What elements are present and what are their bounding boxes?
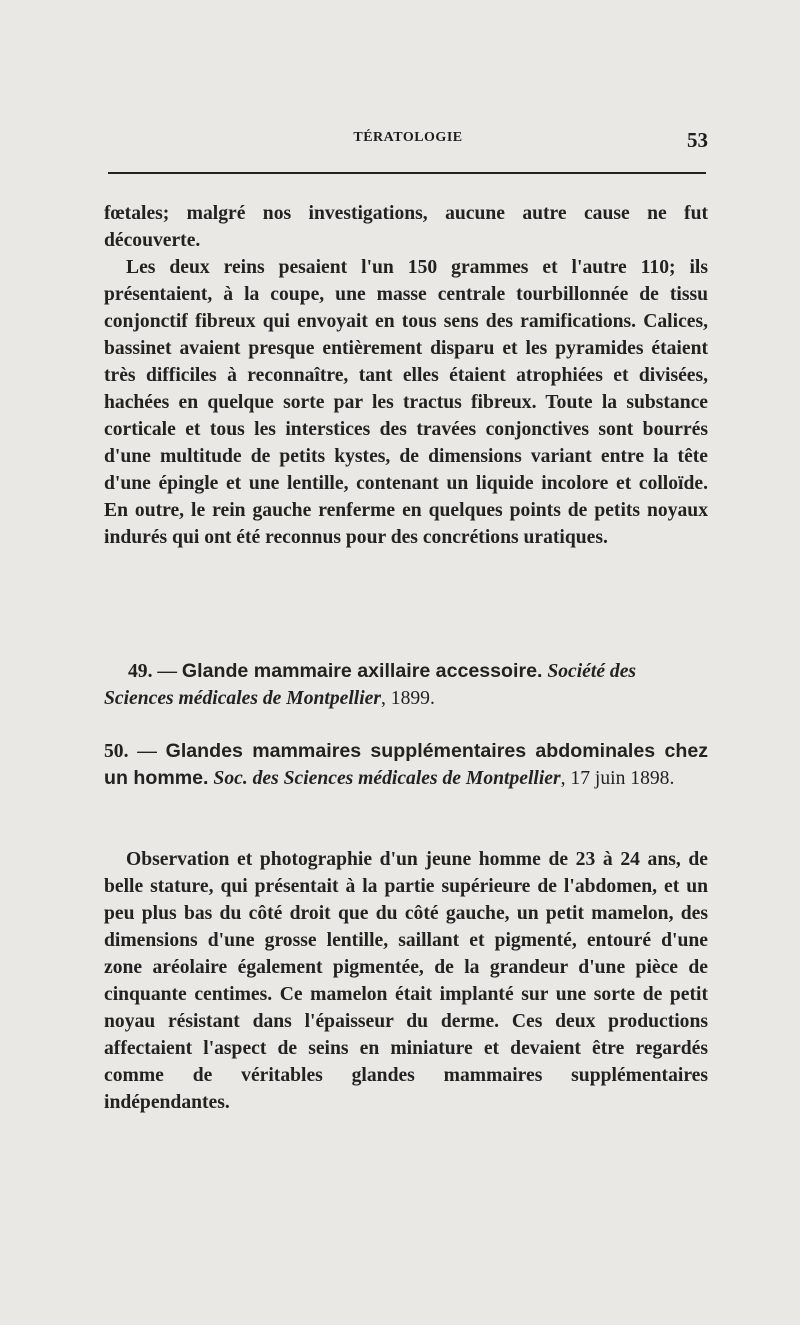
- entry-dash: —: [137, 741, 157, 762]
- entry-number: 50.: [104, 741, 129, 762]
- bibliography-entry-50: [104, 738, 708, 792]
- entry-dash: —: [157, 661, 177, 682]
- page-number: 53: [687, 128, 708, 152]
- entry-source: Soc. des Sciences médicales de Montpellier: [213, 768, 561, 789]
- entry-year: , 1899.: [380, 688, 435, 709]
- observation-text: [104, 846, 708, 1116]
- entry-date: , 17 juin 1898.: [560, 768, 675, 789]
- entry-title: Glande mammaire axillaire accessoire.: [181, 660, 543, 682]
- bibliography-entry-49: [104, 658, 708, 712]
- entry-number: 49.: [128, 661, 153, 682]
- header-rule: [108, 172, 706, 174]
- paragraph-observation: Observation et photographie d'un jeune homme de 23 à 24 ans, de belle stature, qui présentait à la partie supérieure de l'abdomen, et un peu plus bas du côté droit que du côté gauche, un petit mamelon, des dimensions d'une grosse lentille, saillant et pigmenté, entouré d'une zone aréolaire également pigmentée, de la grandeur d'une pièce de cinquante centimes. Ce mamelon était implanté sur une sorte de petit noyau résistant dans l'épaisseur du derme. Ces deux productions affectaient l'aspect de seins en miniature et devaient être regardés comme de véritables glandes mammaires supplémentaires indépendantes.: [104, 849, 708, 1113]
- page-header: [108, 128, 708, 158]
- body-text: [104, 200, 708, 551]
- entry-title: Glandes mammaires supplémentaires abdominales chez un homme.: [104, 740, 709, 789]
- paragraph-continuation: fœtales; malgré nos investigations, aucune autre cause ne fut découverte.: [104, 203, 708, 251]
- running-head: TÉRATOLOGIE: [353, 130, 463, 145]
- entry-source: Société des Sciences médicales de Montpellier: [104, 661, 637, 709]
- paragraph-kidneys: Les deux reins pesaient l'un 150 grammes et l'autre 110; ils présentaient, à la coupe, une masse centrale tourbillonnée de tissu conjonctif fibreux qui envoyait en tous sens des ramifications. Calices, bassinet avaient presque entièrement disparu et les pyramides étaient très difficiles à reconnaître, tant elles étaient atrophiées et divisées, hachées en quelque sorte par les tractus fibreux. Toute la substance corticale et tous les interstices des travées conjonctives sont bourrés d'une multitude de petits kystes, de dimensions variant entre la tête d'une épingle et une lentille, contenant un liquide incolore et colloïde. En outre, le rein gauche renferme en quelques points de petits noyaux indurés qui ont été reconnus pour des concrétions uratiques.: [104, 257, 708, 548]
